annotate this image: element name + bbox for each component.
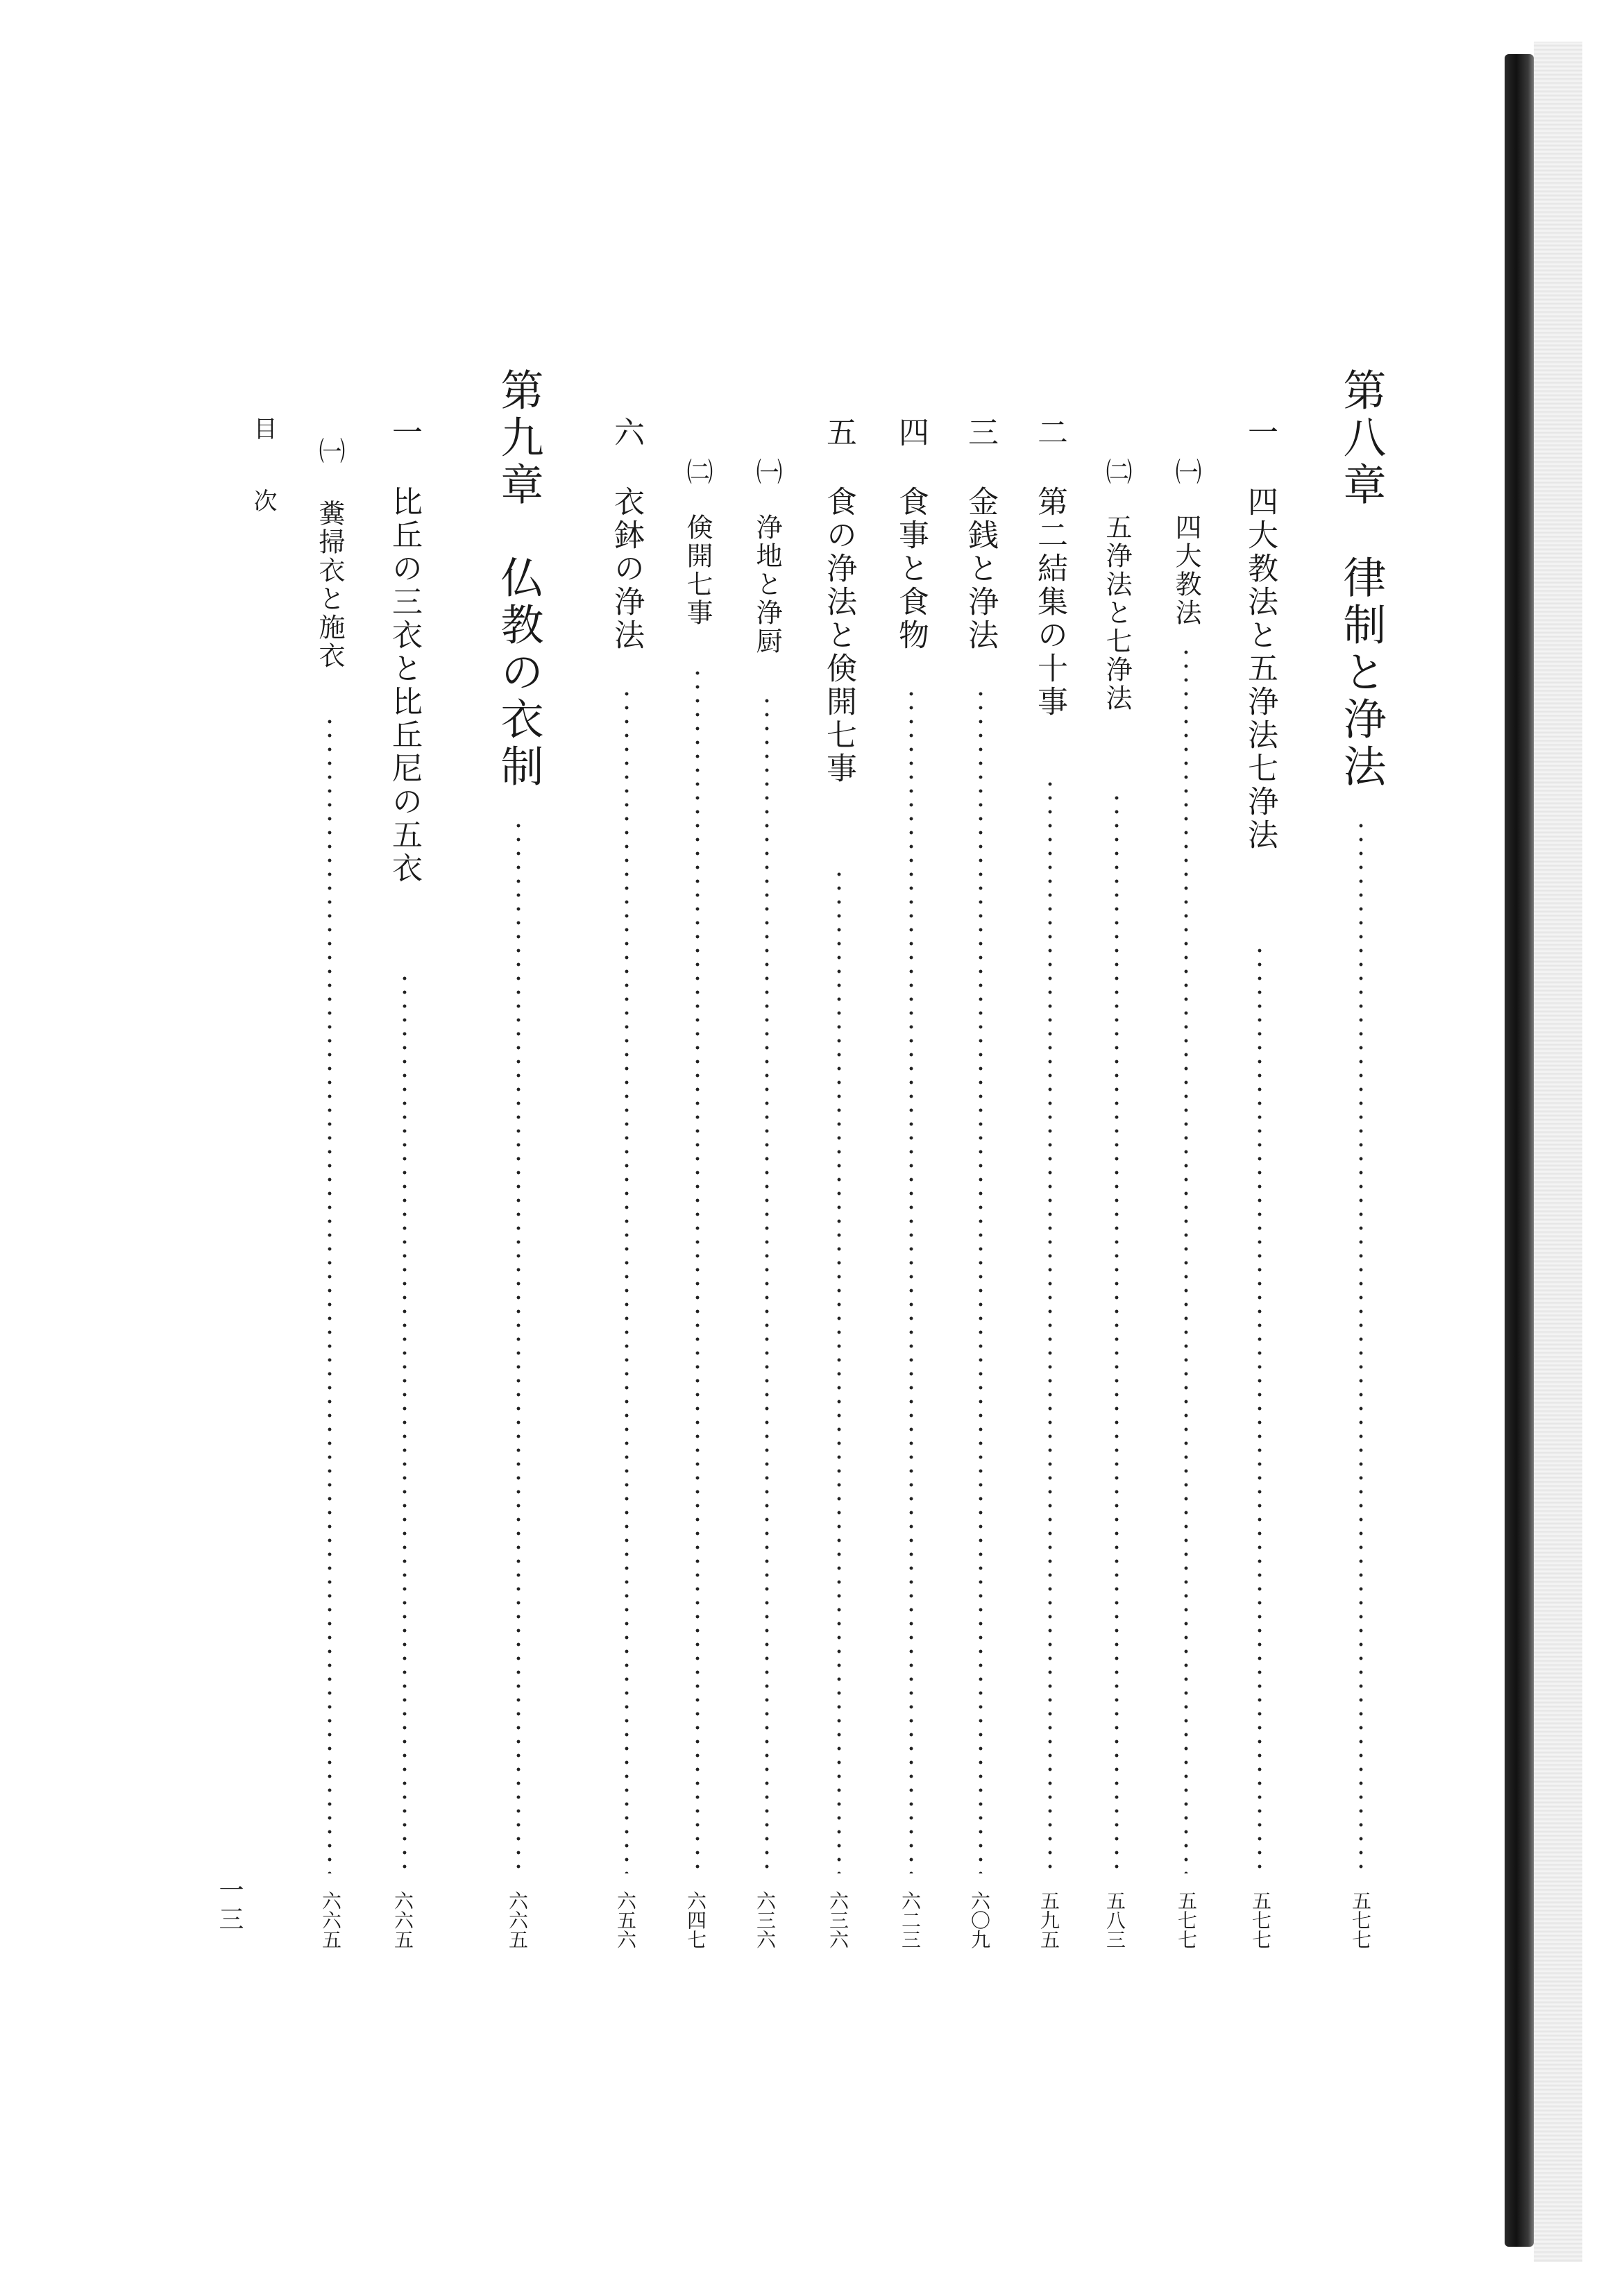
dot-leader — [1048, 777, 1052, 1873]
toc-entry-title: 仏教の衣制 — [493, 555, 544, 791]
toc-entry-title: 食事と食物 — [893, 486, 929, 652]
toc-entry-number: 第八章 — [1336, 368, 1387, 509]
toc-entry-number: 一 — [387, 416, 422, 450]
toc-entry-title: 浄地と浄厨 — [752, 513, 782, 656]
toc-entry-number: ㈡ — [1101, 458, 1132, 486]
toc-entry-page: 五八三 — [1103, 1891, 1126, 1949]
toc-entry-number: ㈠ — [752, 458, 782, 486]
dot-leader — [1258, 944, 1262, 1873]
toc-entry-number: 四 — [893, 416, 929, 450]
toc-entry-title: 衣鉢の浄法 — [609, 486, 644, 652]
dot-leader — [837, 867, 841, 1873]
dot-leader — [1184, 645, 1188, 1873]
toc-entry-page: 五七七 — [1249, 1891, 1272, 1949]
dot-leader — [328, 715, 332, 1873]
toc-entry-page: 六三六 — [827, 1891, 849, 1949]
toc-entry-page: 六四七 — [684, 1891, 707, 1949]
toc-entry-title: 倹開七事 — [682, 513, 713, 627]
toc-entry-title: 律制と浄法 — [1336, 555, 1387, 791]
toc-entry-page: 五七七 — [1349, 1891, 1372, 1949]
dot-leader — [516, 819, 521, 1873]
toc-entry-title: 金銭と浄法 — [963, 486, 998, 652]
toc-entry-title: 糞掃衣と施衣 — [314, 500, 345, 670]
toc-entry-number: ㈡ — [682, 458, 713, 486]
dot-leader — [625, 687, 629, 1873]
toc-entry-page: 六二三 — [899, 1891, 922, 1949]
dot-leader — [1359, 819, 1363, 1873]
toc-entry-title: 食の浄法と倹開七事 — [821, 486, 856, 785]
dot-leader — [695, 666, 700, 1873]
toc-entry-page: 六三六 — [754, 1891, 777, 1949]
dot-leader — [979, 687, 983, 1873]
toc-entry-number: 一 — [1242, 416, 1278, 450]
binding-shadow — [1534, 42, 1582, 2262]
toc-entry-page: 五七七 — [1175, 1891, 1198, 1949]
toc-entry-number: 二 — [1032, 416, 1067, 450]
dot-leader — [1115, 791, 1119, 1873]
running-head: 目次 — [249, 416, 277, 561]
toc-entry-title: 四大教法 — [1171, 513, 1201, 627]
toc-entry-page: 六六五 — [319, 1891, 342, 1949]
toc-entry-page: 六六五 — [391, 1891, 414, 1949]
dot-leader — [403, 971, 407, 1873]
toc-entry-number: 第九章 — [493, 368, 544, 509]
toc-entry-title: 五浄法と七浄法 — [1101, 513, 1132, 713]
toc-entry-page: 六〇九 — [968, 1891, 991, 1949]
toc-entry-number: 六 — [609, 416, 644, 450]
dot-leader — [909, 687, 913, 1873]
dot-leader — [765, 694, 769, 1873]
toc-entry-title: 第二結集の十事 — [1032, 486, 1067, 719]
toc-entry-title: 四大教法と五浄法七浄法 — [1242, 486, 1278, 852]
toc-entry-page: 五九五 — [1038, 1891, 1060, 1949]
toc-entry-page: 六五六 — [614, 1891, 637, 1949]
page-number: 一三 — [215, 1877, 244, 1935]
toc-entry-number: ㈠ — [314, 437, 345, 466]
toc-entry-number: ㈠ — [1171, 458, 1201, 486]
book-binding-edge — [1505, 54, 1534, 2247]
toc-entry-number: 三 — [963, 416, 998, 450]
toc-entry-title: 比丘の三衣と比丘尼の五衣 — [387, 486, 422, 885]
toc-entry-page: 六六五 — [506, 1891, 529, 1949]
toc-entry-number: 五 — [821, 416, 856, 450]
